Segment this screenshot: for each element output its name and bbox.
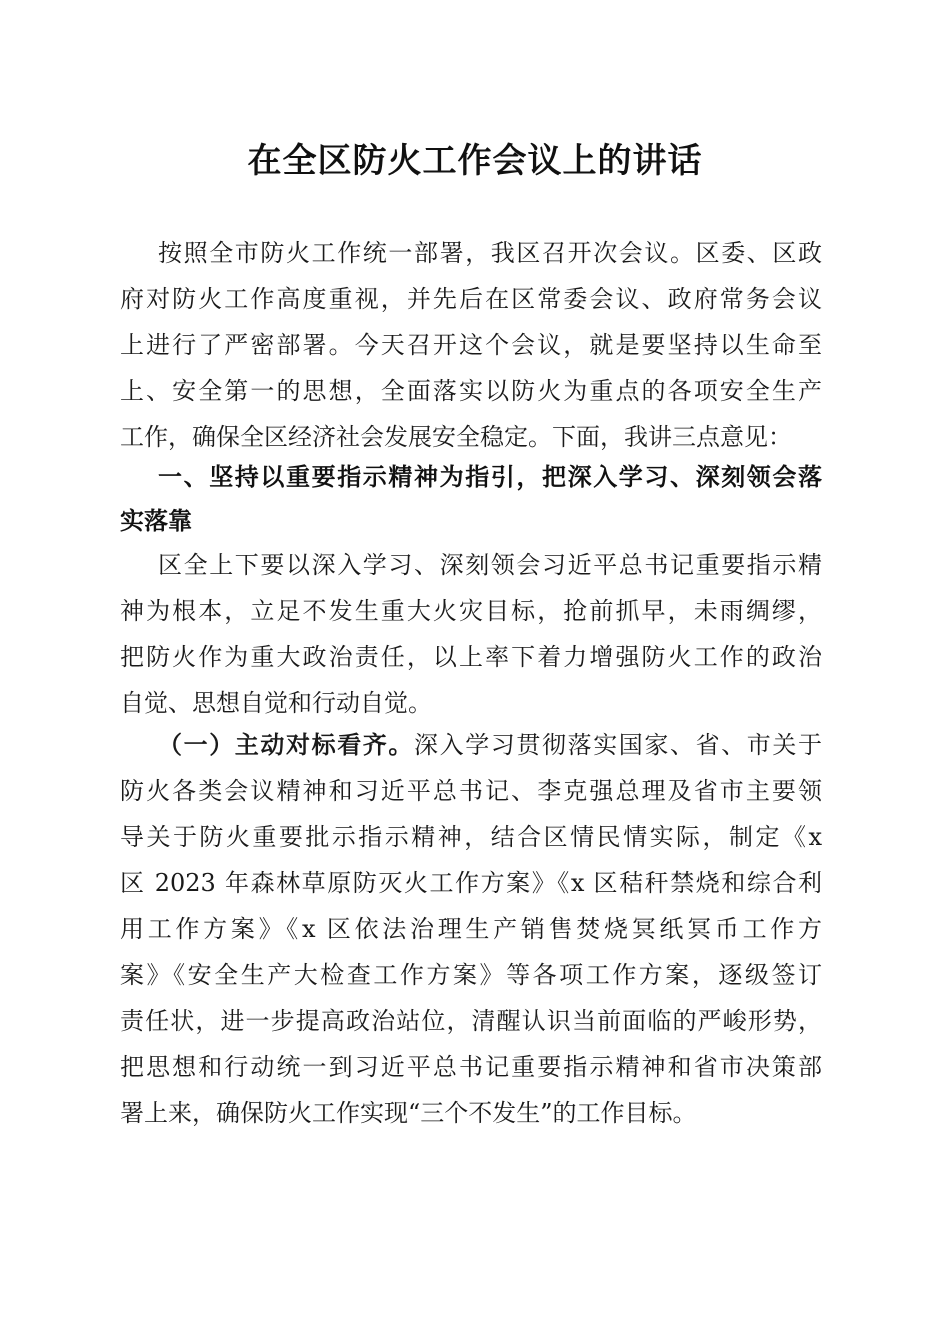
subsection-label: （一）主动对标看齐。 [158, 731, 414, 759]
document-title: 在全区防火工作会议上的讲话 [247, 141, 703, 181]
subsection-line: 责任状，进一步提高政治站位，清醒认识当前面临的严峻形势， [120, 1007, 822, 1035]
subsection-line: 区 2023 年森林草原防灭火工作方案》《x 区秸秆禁烧和综合利 [120, 869, 822, 897]
subsection-line: 导关于防火重要批示指示精神，结合区情民情实际，制定《x [120, 823, 822, 851]
section-body-line: 自觉、思想自觉和行动自觉。 [120, 689, 432, 717]
subsection-line: 把思想和行动统一到习近平总书记重要指示精神和省市决策部 [120, 1053, 822, 1081]
section-heading-line: 一、坚持以重要指示精神为指引，把深入学习、深刻领会落 [158, 463, 822, 491]
section-body-line: 神为根本，立足不发生重大火灾目标，抢前抓早，未雨绸缪， [120, 597, 822, 625]
subsection-first-line [158, 722, 822, 768]
section-heading-line: 实落靠 [120, 507, 192, 535]
subsection-line: 署上来，确保防火工作实现“三个不发生”的工作目标。 [120, 1099, 697, 1127]
subsection-first-line-text: 深入学习贯彻落实国家、省、市关于 [414, 731, 822, 759]
section-body-line: 把防火作为重大政治责任，以上率下着力增强防火工作的政治 [120, 643, 822, 671]
subsection-line: 防火各类会议精神和习近平总书记、李克强总理及省市主要领 [120, 777, 822, 805]
intro-line: 上进行了严密部署。今天召开这个会议，就是要坚持以生命至 [120, 331, 822, 359]
subsection-line: 用工作方案》《x 区依法治理生产销售焚烧冥纸冥币工作方 [120, 915, 822, 943]
subsection-line: 案》《安全生产大检查工作方案》等各项工作方案，逐级签订 [120, 961, 822, 989]
section-body-line: 区全上下要以深入学习、深刻领会习近平总书记重要指示精 [158, 551, 822, 579]
intro-line: 府对防火工作高度重视，并先后在区常委会议、政府常务会议 [120, 285, 822, 313]
intro-line: 工作，确保全区经济社会发展安全稳定。下面，我讲三点意见： [120, 423, 792, 451]
intro-line: 按照全市防火工作统一部署，我区召开次会议。区委、区政 [158, 239, 822, 267]
intro-line: 上、安全第一的思想，全面落实以防火为重点的各项安全生产 [120, 377, 822, 405]
